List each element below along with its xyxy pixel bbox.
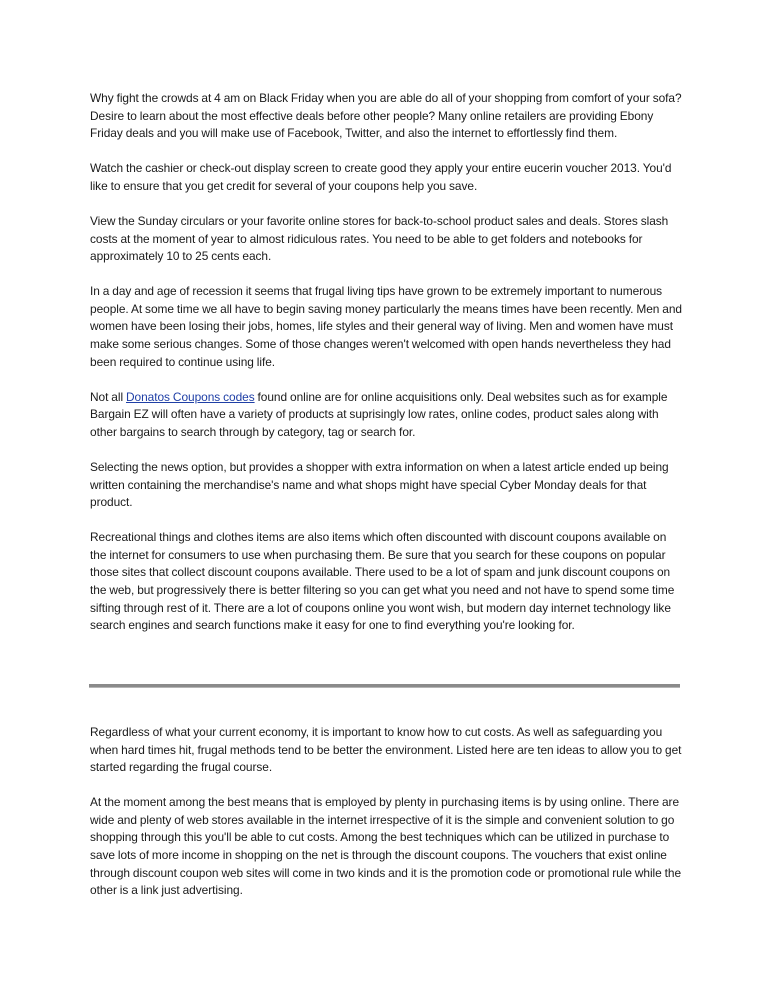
donatos-coupons-link[interactable]: Donatos Coupons codes [126, 389, 255, 404]
article-section-top [90, 90, 682, 635]
paragraph-black-friday: Why fight the crowds at 4 am on Black Friday when you are able do all of your shopping from comfort of your sofa? Desire to learn about the most effective deals before other people? Many online retailers are providing Ebony Friday deals and you will make use of Facebook, Twitter, and also the internet to effortlessly find them. [90, 91, 682, 141]
paragraph-donatos-lead: Not all [90, 389, 127, 404]
section-divider [89, 684, 680, 688]
paragraph-donatos-rest: found online are for online acquisitions only. Deal websites such as for example Bargain EZ will often have a variety of products at suprisingly low rates, online codes, product sales along with other bargains to search through by category, tag or search for. [90, 389, 668, 439]
paragraph-economy: Regardless of what your current economy, it is important to know how to cut costs. As well as safeguarding you when hard times hit, frugal methods tend to be better the environment. Listed here are ten ideas to allow you to get started regarding the frugal course. [90, 725, 682, 775]
paragraph-recession: In a day and age of recession it seems that frugal living tips have grown to be extremely important to numerous people. At some time we all have to begin saving money particularly the means times have been recently. Men and women have been losing their jobs, homes, life styles and their general way of living. Men and women have must make some serious changes. Some of those changes weren't welcomed with open hands nevertheless they had been required to continue using life. [90, 284, 682, 369]
paragraph-cashier: Watch the cashier or check-out display screen to create good they apply your entire eucerin voucher 2013. You'd like to ensure that you get credit for several of your coupons help you save. [90, 161, 672, 193]
paragraph-donatos [90, 389, 682, 442]
article-section-bottom [90, 724, 682, 900]
paragraph-recreational: Recreational things and clothes items are also items which often discounted with discount coupons available on the internet for consumers to use when purchasing them. Be sure that you search for these coupons on popular those sites that collect discount coupons available. There used to be a lot of spam and junk discount coupons on the web, but progressively there is better filtering so you can get what you need and not have to spend some time sifting through rest of it. There are a lot of coupons online you wont wish, but modern day internet technology like search engines and search functions make it easy for one to find everything you're looking for. [90, 530, 675, 633]
paragraph-sunday-circulars: View the Sunday circulars or your favorite online stores for back-to-school product sales and deals. Stores slash costs at the moment of year to almost ridiculous rates. You need to be able to get folders and notebooks for approximately 10 to 25 cents each. [90, 213, 669, 264]
paragraph-news-option: Selecting the news option, but provides a shopper with extra information on when a latest article ended up being written containing the merchandise's name and what shops might have special Cyber Monday deals for that product. [90, 460, 669, 510]
paragraph-online-shopping: At the moment among the best means that is employed by plenty in purchasing items is by using online. There are wide and plenty of web stores available in the internet irrespective of it is the simple and convenient solution to go shopping through this you'll be able to cut costs. Among the best techniques which can be utilized in purchase to save lots of more income in shopping on the net is through the discount coupons. The vouchers that exist online through discount coupon web sites will come in two kinds and it is the promotion code or promotional rule while the other is a link just advertising. [90, 795, 682, 898]
